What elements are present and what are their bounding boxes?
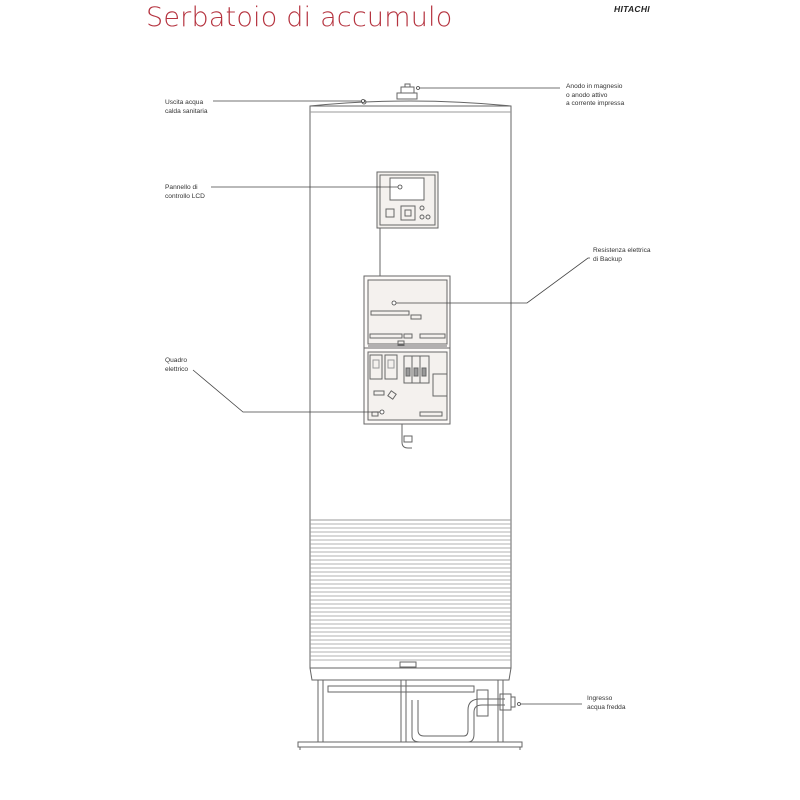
cold-water-pipe	[412, 690, 515, 742]
electrical-box	[364, 348, 450, 424]
label-cold-water-inlet: Ingresso acqua fredda	[587, 695, 626, 711]
brand-logo: HITACHI	[614, 4, 650, 14]
page-title: Serbatoio di accumulo	[146, 2, 453, 33]
label-lcd-panel: Pannello di controllo LCD	[165, 184, 205, 200]
backup-heater-panel	[364, 276, 450, 348]
leader-cold-water-inlet	[518, 703, 583, 706]
leader-anode	[417, 87, 561, 90]
label-hot-water-outlet: Uscita acqua calda sanitaria	[165, 99, 208, 115]
anode-fitting	[397, 84, 417, 99]
label-backup-heater: Resistenza elettrica di Backup	[593, 247, 651, 263]
label-anode: Anodo in magnesio o anodo attivo a corrente impressa	[566, 83, 625, 108]
leader-hot-water-outlet	[213, 100, 365, 103]
label-electrical-box: Quadro elettrico	[165, 357, 189, 373]
